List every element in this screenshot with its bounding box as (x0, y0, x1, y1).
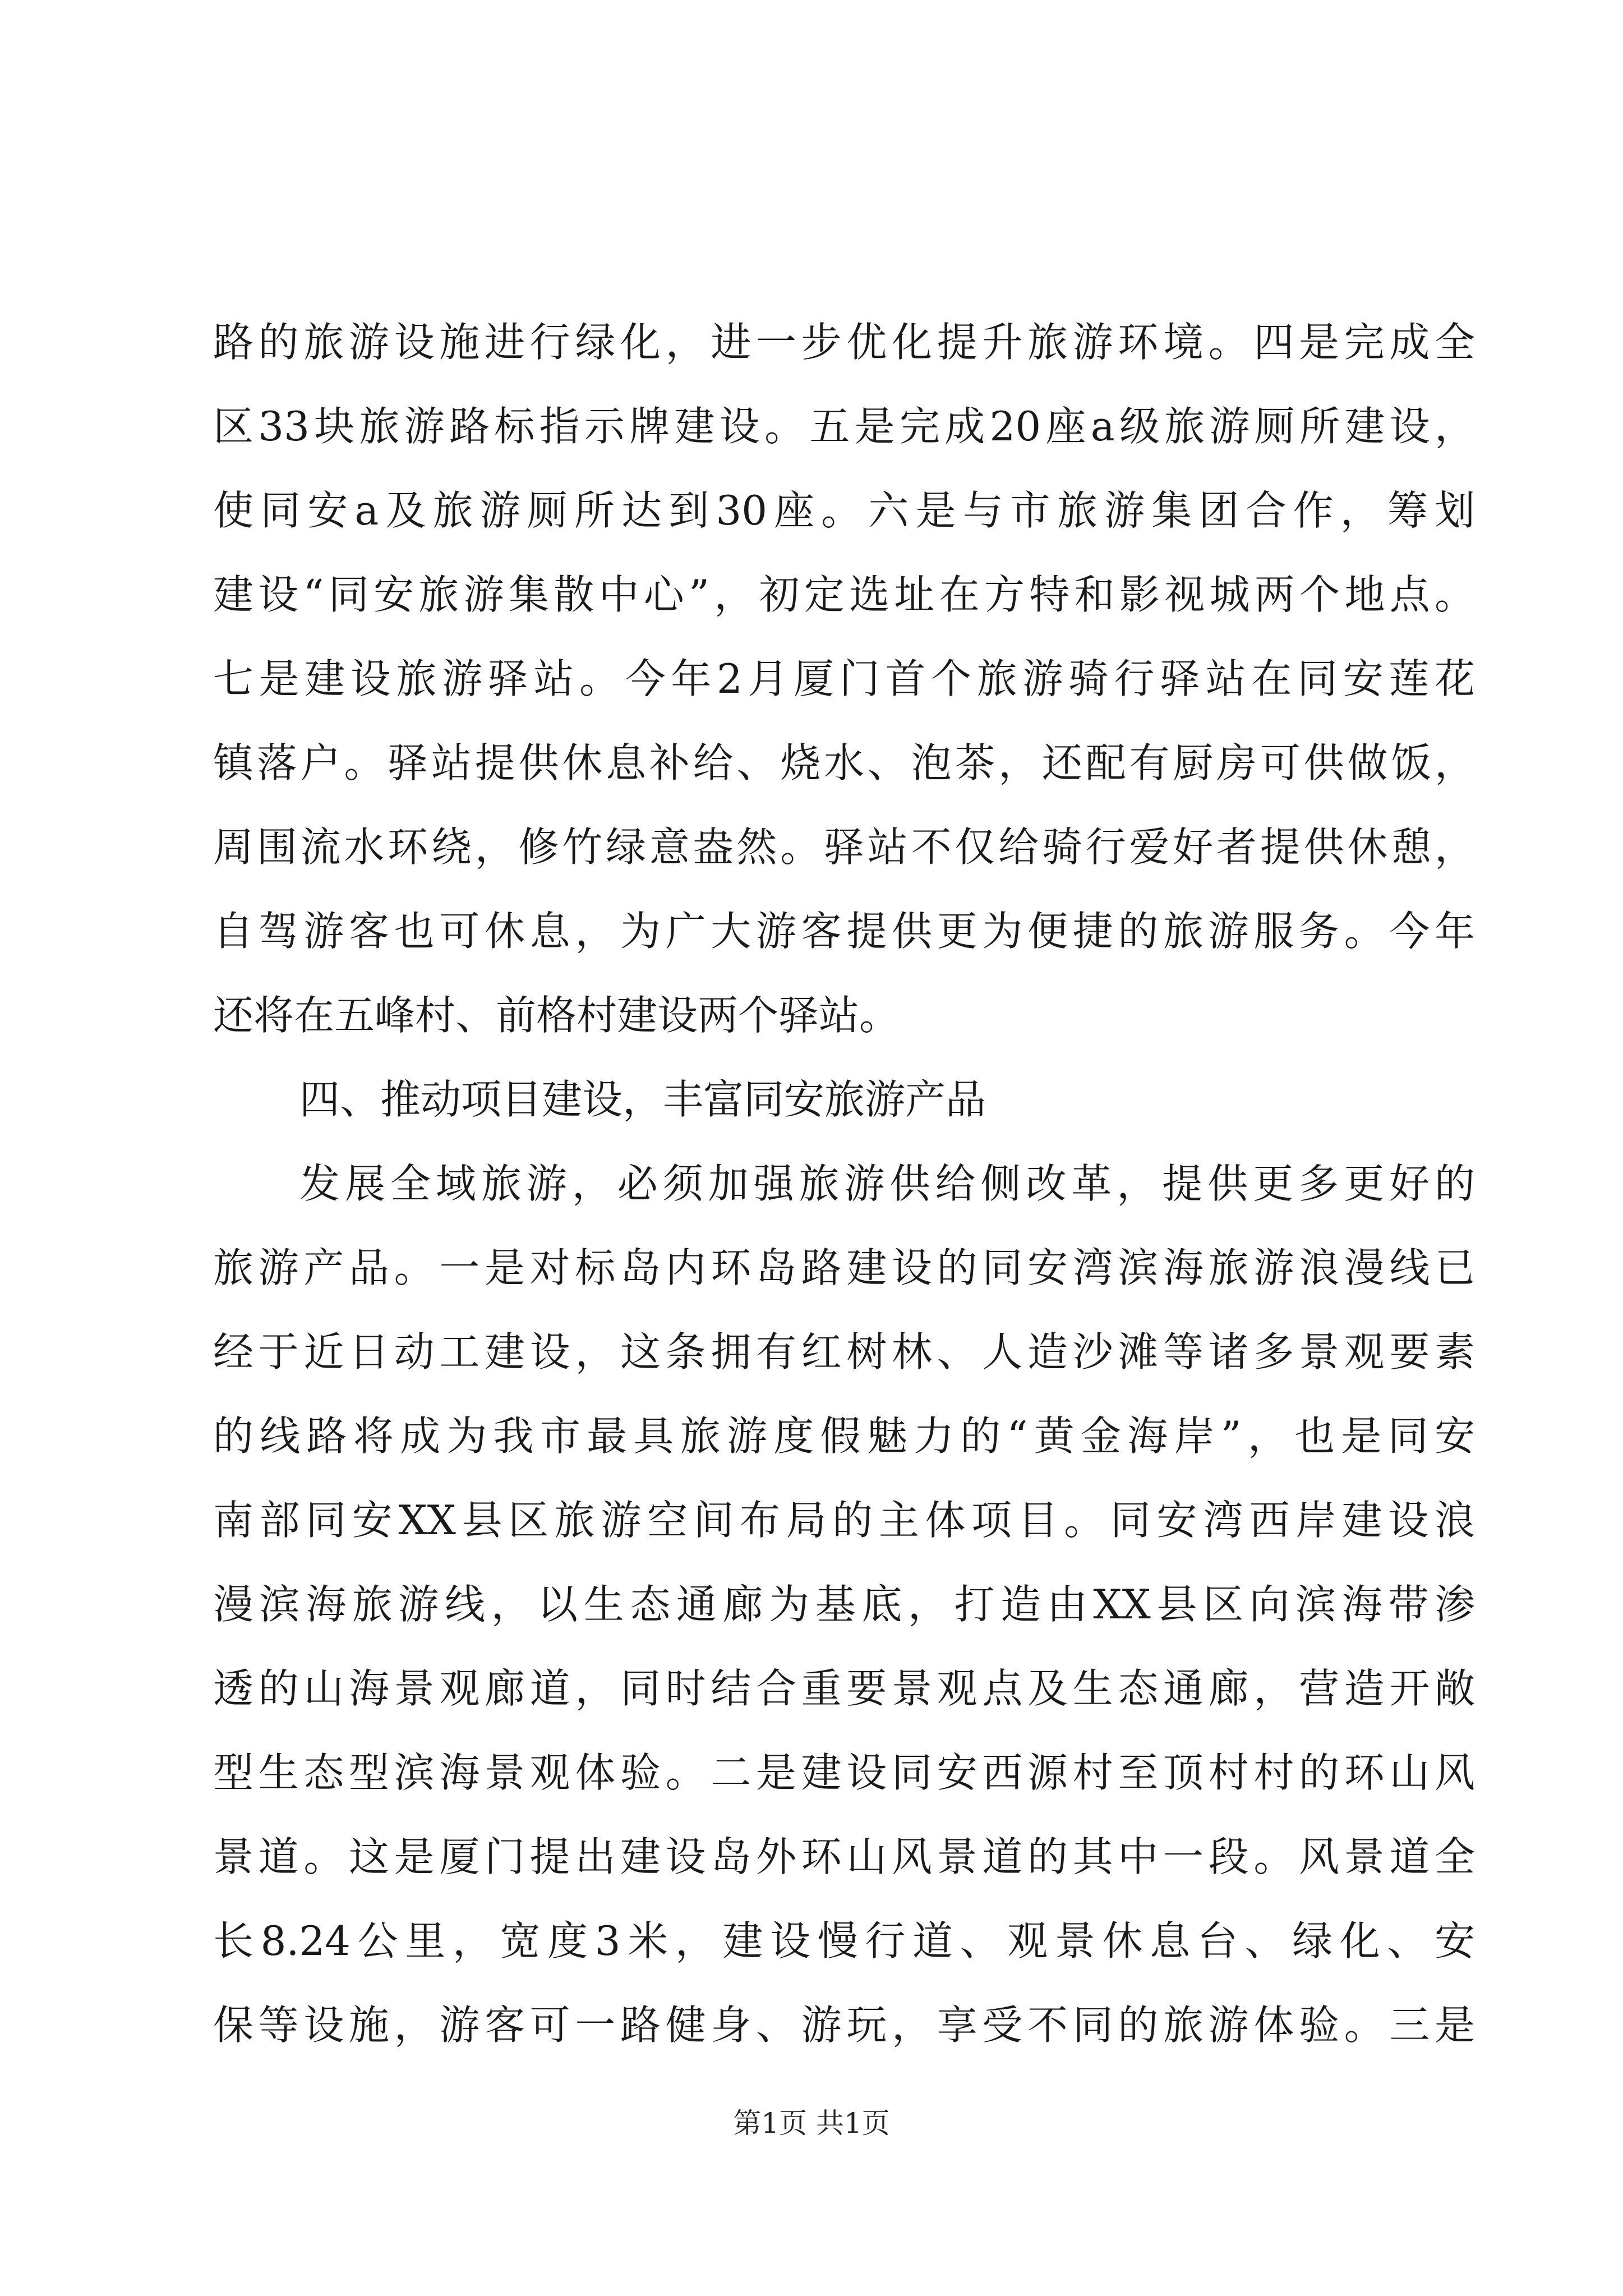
page-footer: 第1页 共1页 (733, 2107, 890, 2139)
text-line: 发展全域旅游，必须加强旅游供给侧改革，提供更多更好的 (299, 1160, 1475, 1207)
text-line: 区33块旅游路标指示牌建设。五是完成20座a级旅游厕所建设， (213, 403, 1475, 450)
text-line: 还将在五峰村、前格村建设两个驿站。 (213, 992, 900, 1039)
text-line: 保等设施，游客可一路健身、游玩，享受不同的旅游体验。三是 (213, 2001, 1475, 2049)
text-line: 景道。这是厦门提出建设岛外环山风景道的其中一段。风景道全 (213, 1833, 1475, 1880)
text-line: 旅游产品。一是对标岛内环岛路建设的同安湾滨海旅游浪漫线已 (213, 1244, 1475, 1291)
text-line: 七是建设旅游驿站。今年2月厦门首个旅游骑行驿站在同安莲花 (213, 655, 1475, 702)
text-line: 镇落户。驿站提供休息补给、烧水、泡茶，还配有厨房可供做饭， (213, 739, 1475, 786)
text-line: 周围流水环绕，修竹绿意盎然。驿站不仅给骑行爱好者提供休憩， (213, 823, 1475, 871)
text-line: 长8.24公里，宽度3米，建设慢行道、观景休息台、绿化、安 (213, 1917, 1475, 1964)
text-line: 路的旅游设施进行绿化，进一步优化提升旅游环境。四是完成全 (213, 319, 1475, 366)
text-line: 建设“同安旅游集散中心”，初定选址在方特和影视城两个地点。 (213, 571, 1475, 618)
text-line: 南部同安XX县区旅游空间布局的主体项目。同安湾西岸建设浪 (213, 1497, 1475, 1544)
text-line: 经于近日动工建设，这条拥有红树林、人造沙滩等诸多景观要素 (213, 1328, 1475, 1375)
text-line: 型生态型滨海景观体验。二是建设同安西源村至顶村村的环山风 (213, 1749, 1475, 1796)
text-line: 自驾游客也可休息，为广大游客提供更为便捷的旅游服务。今年 (213, 908, 1475, 955)
text-line: 的线路将成为我市最具旅游度假魅力的“黄金海岸”，也是同安 (213, 1412, 1475, 1460)
text-line: 漫滨海旅游线，以生态通廊为基底，打造由XX县区向滨海带渗 (213, 1581, 1475, 1628)
section-heading: 四、推动项目建设，丰富同安旅游产品 (299, 1076, 986, 1123)
text-line: 使同安a及旅游厕所达到30座。六是与市旅游集团合作，筹划 (213, 487, 1475, 534)
text-line: 透的山海景观廊道，同时结合重要景观点及生态通廊，营造开敞 (213, 1665, 1475, 1712)
